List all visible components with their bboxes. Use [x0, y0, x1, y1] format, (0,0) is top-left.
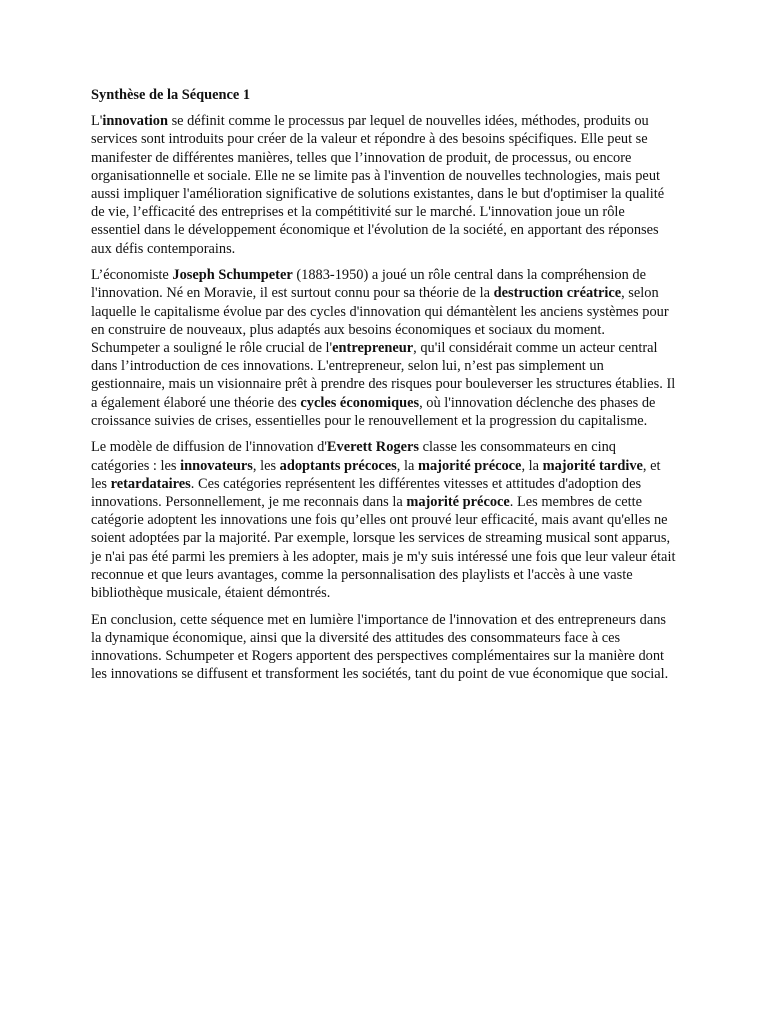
bold-term: Everett Rogers: [326, 439, 419, 456]
bold-term: Joseph Schumpeter: [172, 267, 293, 284]
paragraph: [91, 611, 676, 684]
bold-term: majorité tardive: [542, 457, 643, 474]
bold-term: adoptants précoces: [279, 457, 397, 474]
text-run: L': [91, 113, 103, 130]
text-run: classe les consommateurs en cinq catégories : les: [91, 439, 616, 474]
text-run: , qu'il considérait comme un acteur central dans l’introduction de ces innovations. L'entrepreneur, selon lui, n’est pas simplement un gestionnaire, mais un visionnaire prêt à prendre des risques pour bouleverser les structures établies. Il a également élaboré une théorie des: [91, 340, 676, 411]
text-run: , et les: [91, 457, 661, 492]
text-run: L’économiste: [91, 267, 173, 284]
bold-term: innovation: [102, 113, 168, 130]
bold-term: destruction créatrice: [493, 285, 622, 302]
text-run: , où l'innovation déclenche des phases de croissance suivies de crises, essentielles pour le renouvellement et la progression du capitalisme.: [91, 394, 656, 429]
text-run: Le modèle de diffusion de l'innovation d': [91, 439, 327, 456]
bold-term: innovateurs: [180, 457, 253, 474]
bold-term: majorité précoce: [417, 457, 522, 474]
text-run: . Ces catégories représentent les différentes vitesses et attitudes d'adoption des innovations. Personnellement, je me reconnais dans la: [91, 475, 642, 511]
bold-term: majorité précoce: [406, 494, 510, 511]
text-run: . Les membres de cette catégorie adoptent les innovations une fois qu’elles ont prouvé leur efficacité, mais avant qu'elles ne soient adoptées par la majorité. Par exemple, lorsque les services de streaming musical sont apparus, je n'ai pas été parmi les premiers à les adopter, mais je m'y suis intéressé une fois que leur valeur était reconnue et que leurs avantages, comme la personnalisation des playlists et l'accès à une vaste bibliothèque musicale, étaient démontrés.: [91, 494, 676, 602]
text-run: (1883-1950) a joué un rôle central dans la compréhension de l'innovation. Né en Moravie, il est surtout connu pour sa théorie de la: [91, 267, 646, 302]
paragraph: [91, 438, 676, 602]
paragraph: [91, 112, 676, 258]
bold-term: retardataires: [110, 475, 191, 492]
document-body: [91, 112, 676, 683]
text-run: se définit comme le processus par lequel de nouvelles idées, méthodes, produits ou services sont introduits pour créer de la valeur et répondre à des besoins spécifiques. Elle peut se manifester de différentes manières, telles que l’innovation de produit, de processus, ou encore organisationnelle et sociale. Elle ne se limite pas à l'invention de nouvelles technologies, mais peut aussi impliquer l'amélioration significative de solutions existantes, dans le but d'optimiser la qualité de vie, l’efficacité des entreprises et la compétitivité sur le marché. L'innovation joue un rôle essentiel dans le développement économique et l'évolution de la société, en apportant des réponses aux défis contemporains.: [91, 113, 665, 257]
document-page: [91, 86, 676, 692]
text-run: , les: [252, 457, 280, 474]
text-run: , la: [396, 457, 418, 474]
document-title: Synthèse de la Séquence 1: [91, 87, 251, 103]
text-run: , selon laquelle le capitalisme évolue par des cycles d'innovation qui démantèlent les anciens systèmes pour en construire de nouveaux, plus adaptés aux besoins économiques et sociaux du moment. Schumpeter a souligné le rôle crucial de l': [91, 285, 669, 357]
text-run: , la: [521, 457, 543, 474]
text-run: En conclusion, cette séquence met en lumière l'importance de l'innovation et des entrepreneurs dans la dynamique économique, ainsi que la diversité des attitudes des consommateurs face à ces innovations. Schumpeter et Rogers apportent des perspectives complémentaires sur la manière dont les innovations se diffusent et transforment les sociétés, tant du point de vue économique que social.: [91, 611, 669, 683]
paragraph: [91, 266, 676, 430]
bold-term: cycles économiques: [300, 394, 420, 411]
bold-term: entrepreneur: [332, 340, 414, 357]
